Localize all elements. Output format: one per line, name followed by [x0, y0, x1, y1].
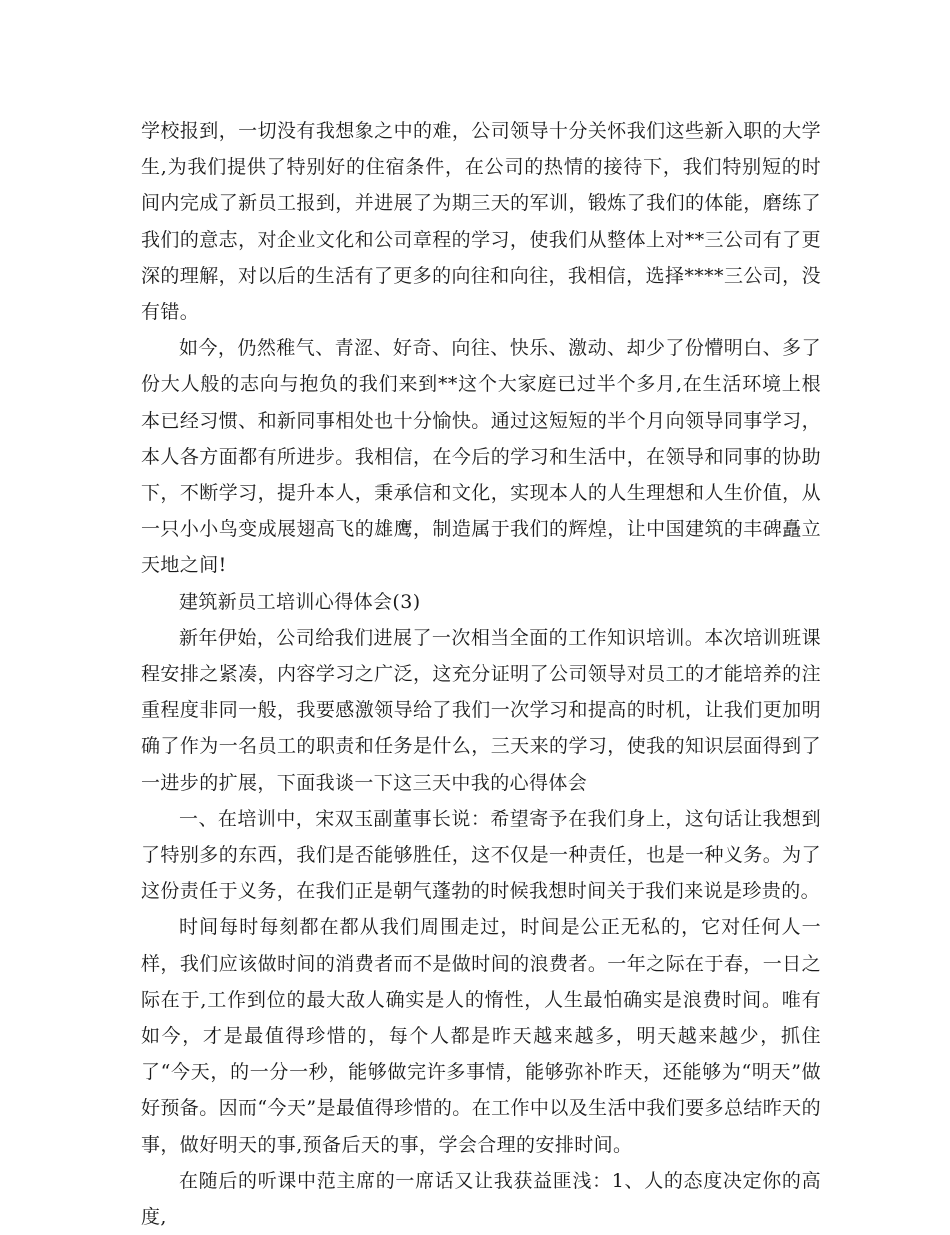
paragraph-6: 在随后的听课中范主席的一席话又让我获益匪浅：1、人的态度决定你的高度,: [141, 1169, 821, 1229]
paragraph-5: 时间每时每刻都在都从我们周围走过，时间是公正无私的，它对任何人一样，我们应该做时间的消费者而不是做时间的浪费者。一年之际在于春，一日之际在于,工作到位的最大敌人确实是人的惰性，人生最怕确实是浪费时间。唯有如今，才是最值得珍惜的，每个人都是昨天越来越多，明天越来越少，抓住了“今天，的一分一秒，能够做完许多事情，能够弥补昨天，还能够为“明天”做好预备。因而“今天”是最值得珍惜的。在工作中以及生活中我们要多总结昨天的事，做好明天的事,预备后天的事，学会合理的安排时间。: [141, 916, 821, 1156]
paragraph-3: 新年伊始，公司给我们进展了一次相当全面的工作知识培训。本次培训班课程安排之紧凑，内容学习之广泛，这充分证明了公司领导对员工的才能培养的注重程度非同一般，我要感激领导给了我们一次学习和提高的时机，让我们更加明确了作为一名员工的职责和任务是什么，三天来的学习，使我的知识层面得到了一进步的扩展，下面我谈一下这三天中我的心得体会: [141, 626, 821, 794]
paragraph-2: 如今，仍然稚气、青涩、好奇、向往、快乐、激动、却少了份懵明白、多了份大人般的志向与抱负的我们来到**这个大家庭已过半个多月,在生活环境上根本已经习惯、和新同事相处也十分愉快。通过这短短的半个月向领导同事学习，本人各方面都有所进步。我相信，在今后的学习和生活中，在领导和同事的协助下，不断学习，提升本人，秉承信和文化，实现本人的人生理想和人生价值，从一只小小鸟变成展翅高飞的雄鹰，制造属于我们的辉煌，让中国建筑的丰碑矗立天地之间!: [141, 337, 821, 577]
document-page: [141, 113, 821, 1235]
paragraph-1: 学校报到，一切没有我想象之中的难，公司领导十分关怀我们这些新入职的大学生,为我们提供了特别好的住宿条件，在公司的热情的接待下，我们特别短的时间内完成了新员工报到，并进展了为期三天的军训，锻炼了我们的体能，磨练了我们的意志，对企业文化和公司章程的学习，使我们从整体上对**三公司有了更深的理解，对以后的生活有了更多的向往和向往，我相信，选择****三公司，没有错。: [141, 120, 821, 324]
section-heading: 建筑新员工培训心得体会(3): [179, 590, 421, 613]
paragraph-4: 一、在培训中，宋双玉副董事长说：希望寄予在我们身上，这句话让我想到了特别多的东西，我们是否能够胜任，这不仅是一种责任，也是一种义务。为了这份责任于义务，在我们正是朝气蓬勃的时候我想时间关于我们来说是珍贵的。: [141, 807, 821, 903]
